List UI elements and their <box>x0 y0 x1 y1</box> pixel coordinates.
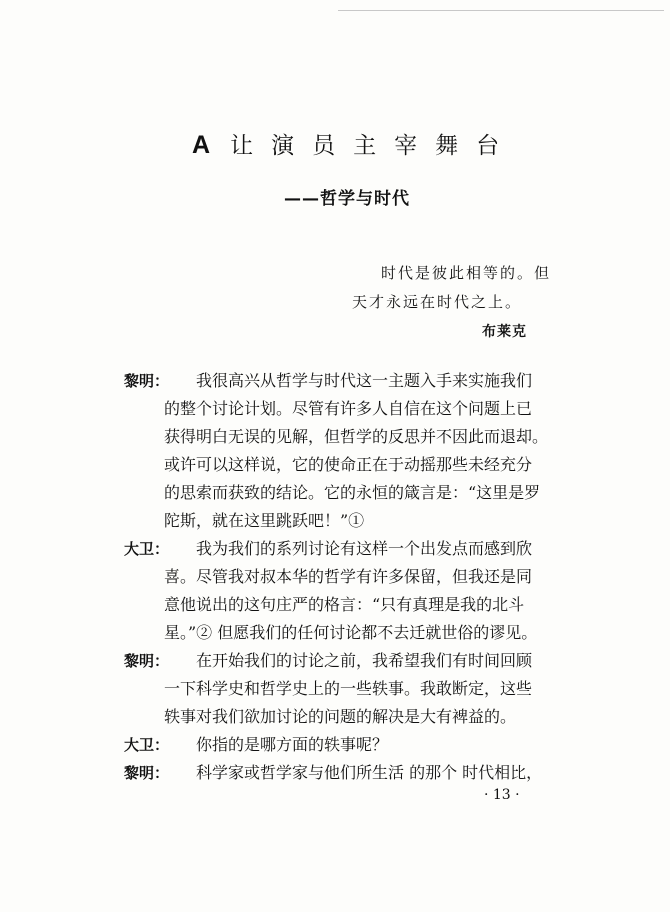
dialogue-line: 我为我们的系列讨论有这样一个出发点而感到欣 <box>196 539 533 558</box>
dialogue-line: 轶事对我们欲加讨论的问题的解决是大有裨益的。 <box>164 707 517 726</box>
speaker-label: 大卫： <box>124 540 170 558</box>
dialogue-line: 一下科学史和哲学史上的一些轶事。我敢断定，这些 <box>164 679 533 698</box>
page-number: · 13 · <box>484 787 520 803</box>
dialogue-line: 陀斯，就在这里跳跃吧！”① <box>164 511 365 530</box>
dialogue-line: 获得明白无误的见解，但哲学的反思并不因此而退却。 <box>164 427 549 446</box>
speaker-label: 黎明： <box>124 652 170 670</box>
dialogue-line: 你指的是哪方面的轶事呢？ <box>196 735 389 754</box>
epigraph-line-1: 时代是彼此相等的。但 <box>381 264 552 282</box>
epigraph-author: 布莱克 <box>482 324 527 340</box>
chapter-name: 让演员主宰舞台 <box>230 133 518 159</box>
chapter-letter: A <box>192 131 211 159</box>
speaker-label: 黎明： <box>124 372 170 390</box>
dialogue-line: 的思索而获致的结论。它的永恒的箴言是：“这里是罗 <box>164 483 541 502</box>
dialogue-line: 星。”② 但愿我们的任何讨论都不去迁就世俗的谬见。 <box>164 623 538 642</box>
chapter-subtitle: ——哲学与时代 <box>284 189 410 209</box>
dialogue-line: 意他说出的这句庄严的格言：“只有真理是我的北斗 <box>164 595 525 614</box>
epigraph-line-2: 天才永远在时代之上。 <box>352 293 523 311</box>
chapter-title <box>192 130 518 160</box>
top-rule <box>338 10 664 11</box>
dialogue-line: 的整个讨论计划。尽管有许多人自信在这个问题上已 <box>164 399 533 418</box>
speaker-label: 大卫： <box>124 736 170 754</box>
dialogue-line: 我很高兴从哲学与时代这一主题入手来实施我们 <box>196 371 533 390</box>
speaker-label: 黎明： <box>124 764 170 782</box>
dialogue-line: 科学家或哲学家与他们所生活 的那个 时代相比， <box>196 763 543 782</box>
dialogue-line: 喜。尽管我对叔本华的哲学有许多保留，但我还是同 <box>164 567 533 586</box>
dialogue-line: 在开始我们的讨论之前，我希望我们有时间回顾 <box>196 651 533 670</box>
dialogue-line: 或许可以这样说，它的使命正在于动摇那些未经充分 <box>164 455 533 474</box>
